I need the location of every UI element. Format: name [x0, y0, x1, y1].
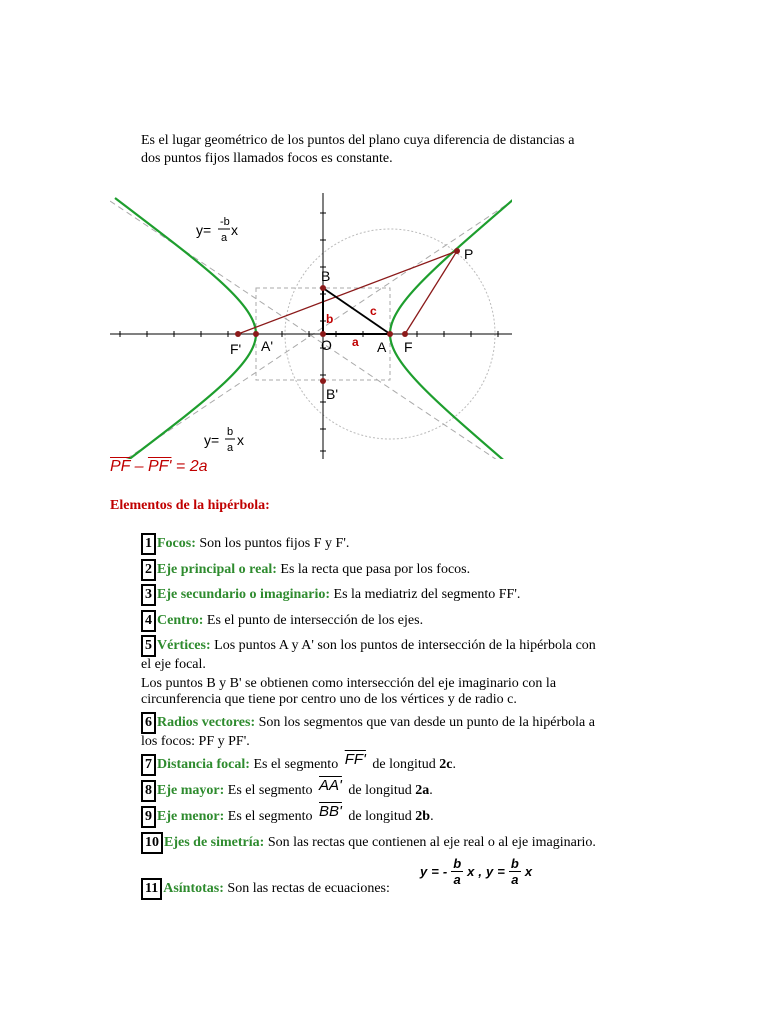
- item-number: 5: [141, 635, 156, 657]
- item-vertices-line-2: el eje focal.: [141, 657, 206, 672]
- label-c: c: [370, 304, 377, 318]
- item-asintotas: [141, 878, 651, 900]
- label-a: A: [377, 339, 387, 355]
- item-focos: [141, 533, 651, 555]
- item-radios-line-2: los focos: PF y PF'.: [141, 734, 250, 749]
- item-term: Asíntotas:: [163, 881, 224, 896]
- intro-paragraph: [141, 132, 641, 168]
- item-term: Centro:: [157, 613, 204, 628]
- point-a: [387, 331, 393, 337]
- point-b-prime: [320, 378, 326, 384]
- label-o: O: [321, 337, 332, 353]
- formula-eq: = 2a: [171, 458, 208, 475]
- eq-b1: b: [453, 856, 462, 871]
- item-end: .: [429, 783, 433, 798]
- item-number: 10: [141, 832, 163, 854]
- item-ejes-simetria: [141, 832, 651, 854]
- eq-y1: y: [420, 864, 428, 879]
- segment-ff-prime: FF': [344, 751, 366, 768]
- item-term: Eje principal o real:: [157, 562, 277, 577]
- formula-pf-prime: PF': [147, 458, 172, 475]
- segment-aa-prime: AA': [319, 777, 342, 794]
- item-length: 2a: [415, 783, 430, 798]
- eq-y2: y: [486, 864, 494, 879]
- item-text: Son los puntos fijos F y F'.: [195, 536, 350, 551]
- item-number: 1: [141, 533, 156, 555]
- item-number: 3: [141, 584, 156, 606]
- label-a-prime: A': [261, 338, 274, 354]
- asym-pos-num: b: [227, 426, 234, 438]
- eq-minus: -: [442, 864, 448, 879]
- label-b: B: [321, 268, 331, 284]
- asymptote-equations: [420, 857, 532, 886]
- item-text: Es la recta que pasa por los focos.: [276, 562, 471, 577]
- item-text: Es el punto de intersección de los ejes.: [203, 613, 424, 628]
- item-after: de longitud: [344, 809, 416, 824]
- hyperbola-figure: [110, 193, 512, 459]
- item-number: 9: [141, 806, 156, 828]
- vertices-extra-line-1: Los puntos B y B' se obtienen como intersección del eje imaginario con la: [141, 676, 557, 691]
- eq-equals-2: =: [497, 864, 505, 879]
- item-text: Son las rectas de ecuaciones:: [223, 881, 390, 896]
- item-number: 2: [141, 559, 156, 581]
- label-f: F: [404, 339, 413, 355]
- point-f-prime: [235, 331, 241, 337]
- vertices-extra-line-2: circunferencia que tiene por centro uno de los vértices y de radio c.: [141, 692, 517, 707]
- eq-comma: ,: [478, 864, 483, 879]
- eq-fraction-1: [451, 857, 463, 886]
- intro-line-2: dos puntos fijos llamados focos es constante.: [141, 151, 393, 166]
- eq-b2: b: [510, 856, 519, 871]
- item-eje-menor: [141, 803, 651, 828]
- eq-a1: a: [453, 872, 461, 887]
- item-term: Focos:: [157, 536, 196, 551]
- item-term: Eje secundario o imaginario:: [157, 587, 331, 602]
- item-term: Vértices:: [157, 638, 211, 653]
- item-distancia-focal: [141, 751, 651, 776]
- item-eje-mayor: [141, 777, 651, 802]
- item-term: Eje menor:: [157, 809, 225, 824]
- point-b: [320, 285, 326, 291]
- item-term: Distancia focal:: [157, 757, 250, 772]
- hyperbola-right-branch: [390, 193, 512, 459]
- item-length: 2c: [439, 757, 453, 772]
- asym-pos-prefix: y=: [204, 432, 220, 448]
- item-term: Eje mayor:: [157, 783, 225, 798]
- formula-minus: –: [130, 458, 148, 475]
- definition-formula: [110, 458, 207, 476]
- item-number: 6: [141, 712, 156, 734]
- label-f-prime: F': [230, 341, 242, 357]
- point-p: [454, 248, 460, 254]
- formula-pf: $\overline{PF}$: [110, 458, 131, 475]
- item-vertices: [141, 635, 651, 657]
- item-text: Es el segmento: [249, 757, 342, 772]
- item-end: .: [452, 757, 457, 772]
- item-after: de longitud: [368, 757, 440, 772]
- item-eje-secundario: [141, 584, 651, 606]
- item-text: Los puntos A y A' son los puntos de intersección de la hipérbola con: [210, 638, 596, 653]
- intro-line-1: Es el lugar geométrico de los puntos del plano cuya diferencia de distancias a: [141, 133, 575, 148]
- item-text: Son los segmentos que van desde un punto de la hipérbola a: [255, 715, 595, 730]
- eq-x2: x: [524, 864, 533, 879]
- asym-neg-var: x: [231, 222, 238, 238]
- eq-fraction-2: [509, 857, 521, 886]
- item-centro: [141, 610, 651, 632]
- radius-pf-prime: [238, 251, 457, 334]
- item-number: 11: [141, 878, 162, 900]
- item-number: 7: [141, 754, 156, 776]
- point-f: [402, 331, 408, 337]
- item-text: Son las rectas que contienen al eje real o al eje imaginario.: [264, 835, 596, 850]
- asym-pos-var: x: [237, 432, 244, 448]
- asym-neg-den: a: [221, 232, 228, 244]
- item-end: .: [430, 809, 434, 824]
- eq-x1: x: [467, 864, 475, 879]
- item-length: 2b: [415, 809, 431, 824]
- item-radios-vectores: [141, 712, 651, 734]
- item-term: Radios vectores:: [157, 715, 256, 730]
- item-text: Es el segmento: [224, 809, 317, 824]
- eq-a2: a: [511, 872, 519, 887]
- point-a-prime: [253, 331, 259, 337]
- section-title: Elementos de la hipérbola:: [110, 498, 270, 513]
- item-number: 8: [141, 780, 156, 802]
- item-text: Es la mediatriz del segmento FF'.: [330, 587, 521, 602]
- asym-neg-prefix: y=: [196, 222, 212, 238]
- segment-c: [323, 288, 390, 334]
- label-a-small: a: [352, 335, 359, 349]
- label-b-prime: B': [326, 386, 339, 402]
- item-after: de longitud: [344, 783, 416, 798]
- item-eje-principal: [141, 559, 651, 581]
- item-text: Es el segmento: [224, 783, 317, 798]
- label-b-small: b: [326, 312, 334, 326]
- label-p: P: [464, 246, 474, 262]
- item-number: 4: [141, 610, 156, 632]
- item-term: Ejes de simetría:: [164, 835, 265, 850]
- asym-pos-den: a: [227, 442, 234, 454]
- eq-equals-1: =: [431, 864, 439, 879]
- asym-neg-num: -b: [220, 216, 230, 228]
- segment-bb-prime: BB': [319, 803, 342, 820]
